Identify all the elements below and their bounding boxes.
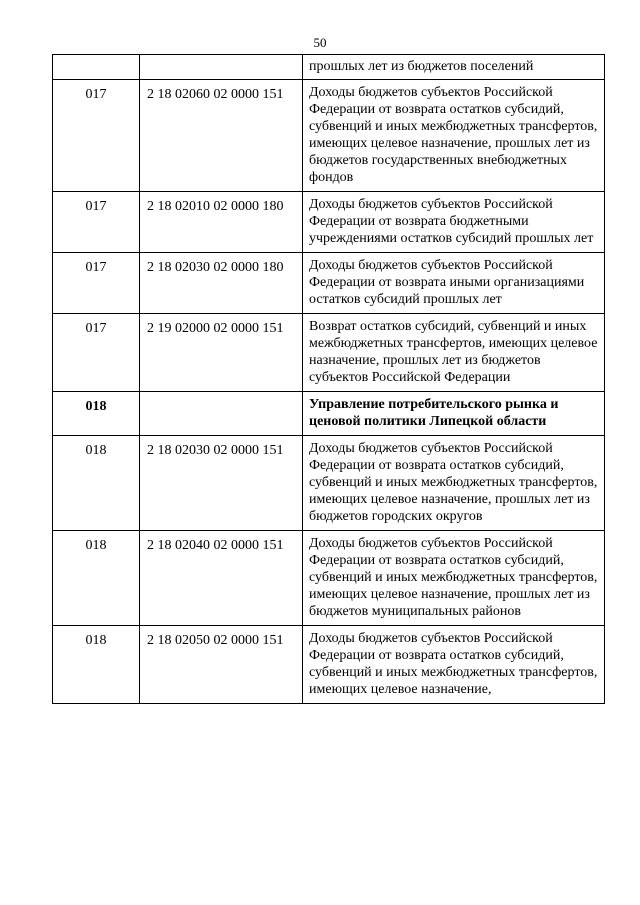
revenue-code-cell: 2 18 02050 02 0000 151 — [140, 626, 303, 704]
revenue-name-cell: Доходы бюджетов субъектов Российской Федерации от возврата остатков субсидий, субвенций и иных межбюджетных трансфертов, имеющих целевое назначение, прошлых лет из бюджетов государственных внебюджетных фондов — [303, 80, 605, 192]
admin-code-cell: 017 — [53, 192, 140, 253]
table-row — [53, 253, 605, 314]
admin-code-cell: 018 — [53, 436, 140, 531]
revenue-name-cell: Доходы бюджетов субъектов Российской Федерации от возврата остатков субсидий, субвенций и иных межбюджетных трансфертов, имеющих целевое назначение, прошлых лет из бюджетов муниципальных районов — [303, 531, 605, 626]
admin-code-cell: 018 — [53, 626, 140, 704]
revenue-code-cell: 2 19 02000 02 0000 151 — [140, 314, 303, 392]
revenue-name-cell: Доходы бюджетов субъектов Российской Федерации от возврата иными организациями остатков субсидий прошлых лет — [303, 253, 605, 314]
table-row — [53, 192, 605, 253]
revenue-name-cell: прошлых лет из бюджетов поселений — [303, 55, 605, 80]
revenue-name-cell: Возврат остатков субсидий, субвенций и иных межбюджетных трансфертов, имеющих целевое назначение, прошлых лет из бюджетов субъектов Российской Федерации — [303, 314, 605, 392]
table-row — [53, 626, 605, 704]
table-row — [53, 436, 605, 531]
administrator-header-row — [53, 392, 605, 436]
table-row — [53, 531, 605, 626]
admin-code-cell: 017 — [53, 253, 140, 314]
admin-code-cell — [53, 55, 140, 80]
revenue-code-cell: 2 18 02060 02 0000 151 — [140, 80, 303, 192]
page-number: 50 — [313, 35, 327, 50]
budget-revenue-table — [52, 54, 605, 704]
revenue-code-cell — [140, 55, 303, 80]
revenue-code-cell: 2 18 02040 02 0000 151 — [140, 531, 303, 626]
administrator-name-cell: Управление потребительского рынка и ценовой политики Липецкой области — [303, 392, 605, 436]
table-row — [53, 80, 605, 192]
revenue-name-cell: Доходы бюджетов субъектов Российской Федерации от возврата бюджетными учреждениями остатков субсидий прошлых лет — [303, 192, 605, 253]
revenue-code-cell: 2 18 02030 02 0000 180 — [140, 253, 303, 314]
admin-code-cell: 018 — [53, 392, 140, 436]
revenue-code-cell: 2 18 02030 02 0000 151 — [140, 436, 303, 531]
revenue-name-cell: Доходы бюджетов субъектов Российской Федерации от возврата остатков субсидий, субвенций и иных межбюджетных трансфертов, имеющих целевое назначение, прошлых лет из бюджетов городских округов — [303, 436, 605, 531]
table-row — [53, 314, 605, 392]
revenue-name-cell: Доходы бюджетов субъектов Российской Федерации от возврата остатков субсидий, субвенций и иных межбюджетных трансфертов, имеющих целевое назначение, — [303, 626, 605, 704]
revenue-code-cell — [140, 392, 303, 436]
admin-code-cell: 018 — [53, 531, 140, 626]
revenue-code-cell: 2 18 02010 02 0000 180 — [140, 192, 303, 253]
admin-code-cell: 017 — [53, 314, 140, 392]
admin-code-cell: 017 — [53, 80, 140, 192]
table-row — [53, 55, 605, 80]
table-body — [53, 55, 605, 704]
